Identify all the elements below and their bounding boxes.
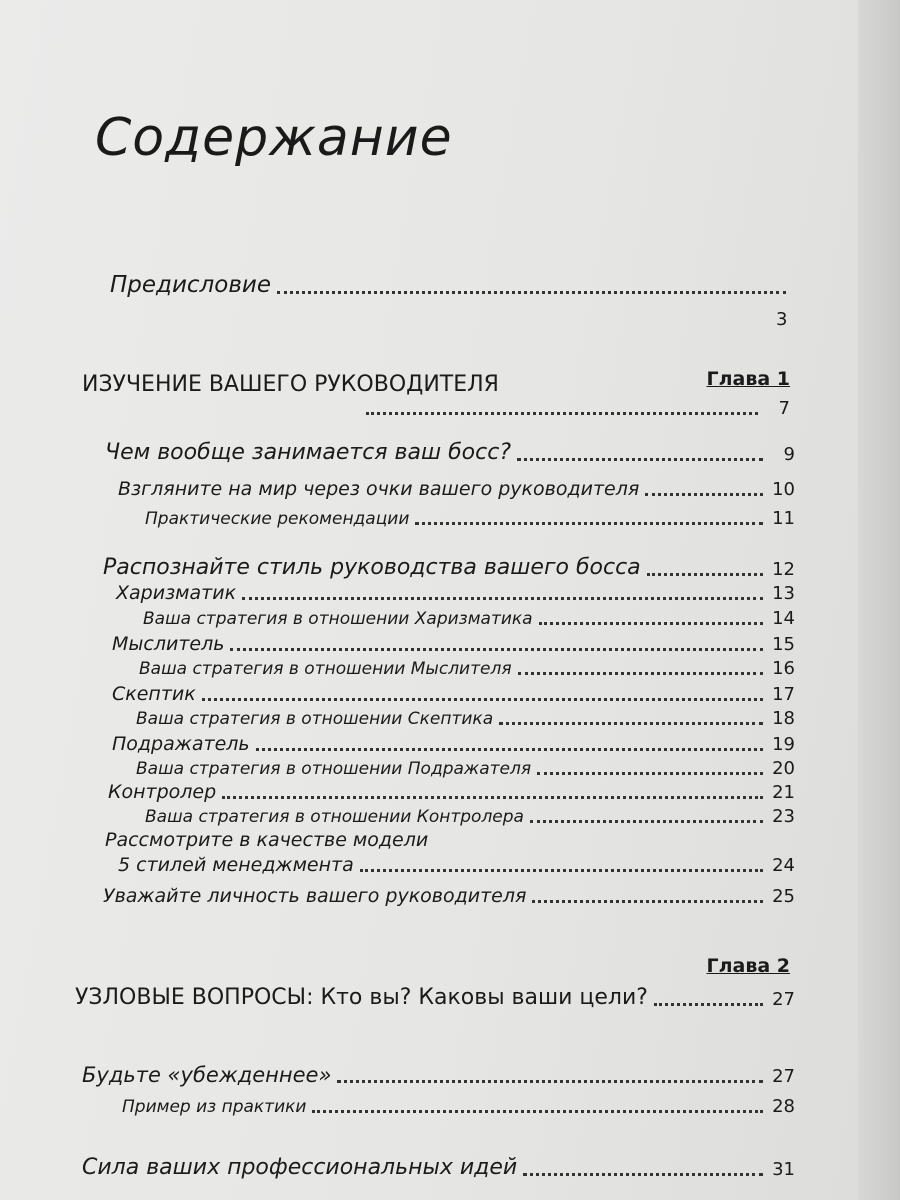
toc-entry <box>139 658 795 679</box>
toc-entry-title: Мыслитель <box>112 633 225 655</box>
toc-entry <box>112 683 795 705</box>
leader-dots <box>360 869 763 872</box>
toc-entry-title: Ваша стратегия в отношении Мыслителя <box>139 659 512 679</box>
chapter-label: Глава 2 <box>706 955 790 977</box>
toc-entry <box>118 478 795 500</box>
toc-entry <box>145 508 795 529</box>
leader-dots <box>202 698 763 701</box>
toc-entry-page: 20 <box>772 758 795 779</box>
toc-entry <box>143 608 795 629</box>
toc-entry-page: 11 <box>772 508 795 529</box>
toc-entry <box>108 781 795 803</box>
page-title: Содержание <box>95 108 453 168</box>
toc-entry-page: 31 <box>772 1159 795 1180</box>
toc-entry <box>82 1063 795 1087</box>
toc-entry-page: 9 <box>783 444 795 465</box>
toc-entry-title: Харизматик <box>116 582 237 604</box>
leader-dots <box>647 573 763 576</box>
toc-entry-page: 28 <box>772 1096 795 1117</box>
leader-dots <box>539 622 763 625</box>
toc-entry-title: Уважайте личность вашего руководителя <box>103 885 527 907</box>
leader-dots <box>415 522 763 525</box>
toc-entry-page: 3 <box>776 309 788 330</box>
leader-dots <box>654 1003 763 1006</box>
toc-entry <box>122 1096 795 1117</box>
toc-entry-title: Ваша стратегия в отношении Контролера <box>145 807 524 827</box>
toc-entry-page: 24 <box>772 855 795 876</box>
chapter-label: Глава 1 <box>706 368 790 390</box>
toc-entry-title: Распознайте стиль руководства вашего босса <box>103 555 641 580</box>
leader-dots <box>312 1110 763 1113</box>
toc-entry-title: Ваша стратегия в отношении Скептика <box>136 709 494 729</box>
leader-dots <box>256 748 763 751</box>
toc-entry-title: Предисловие <box>110 272 271 298</box>
toc-entry <box>75 985 795 1010</box>
leader-dots <box>230 648 763 651</box>
toc-entry-title: Пример из практики <box>122 1097 307 1117</box>
leader-dots <box>517 458 763 461</box>
toc-entry <box>360 398 790 419</box>
toc-entry-page: 16 <box>772 658 795 679</box>
toc-entry-page: 19 <box>772 734 795 755</box>
toc-entry-page: 13 <box>772 583 795 604</box>
toc-entry-title: Рассмотрите в качестве модели <box>105 829 429 851</box>
toc-entry-title: Взгляните на мир через очки вашего руководителя <box>118 478 640 500</box>
leader-dots <box>532 900 763 903</box>
toc-entry-page: 25 <box>772 886 795 907</box>
toc-entry-page: 17 <box>772 684 795 705</box>
toc-entry <box>136 758 795 779</box>
toc-entry-title: Скептик <box>112 683 196 705</box>
leader-dots <box>537 772 763 775</box>
toc-entry-page: 14 <box>772 608 795 629</box>
toc-entry-page: 27 <box>772 989 795 1010</box>
leader-dots <box>366 412 758 415</box>
toc-entry <box>105 440 795 465</box>
toc-entry-page: 12 <box>772 559 795 580</box>
leader-dots <box>530 820 763 823</box>
toc-entry-title: Ваша стратегия в отношении Подражателя <box>136 759 532 779</box>
toc-entry <box>136 708 795 729</box>
toc-entry-page: 7 <box>778 398 790 419</box>
leader-dots <box>645 493 763 496</box>
toc-entry-page: 23 <box>772 806 795 827</box>
leader-dots <box>242 597 763 600</box>
toc-entry <box>82 1155 795 1180</box>
leader-dots <box>222 796 763 799</box>
chapter-heading: УЗЛОВЫЕ ВОПРОСЫ: Кто вы? Каковы ваши цели? <box>75 985 648 1010</box>
toc-entry-page: 21 <box>772 782 795 803</box>
page-edge <box>858 0 900 1200</box>
toc-entry <box>112 733 795 755</box>
toc-entry-title: Практические рекомендации <box>145 509 410 529</box>
toc-entry-page: 15 <box>772 634 795 655</box>
leader-dots <box>518 672 763 675</box>
leader-dots <box>523 1173 763 1176</box>
toc-entry-page: 18 <box>772 708 795 729</box>
toc-entry-title: Сила ваших профессиональных идей <box>82 1155 518 1180</box>
toc-entry-page: 27 <box>772 1066 795 1087</box>
leader-dots <box>499 722 763 725</box>
leader-dots <box>337 1080 763 1083</box>
toc-entry <box>116 582 795 604</box>
toc-entry-title: 5 стилей менеджмента <box>118 854 354 876</box>
toc-entry-title: Будьте «убежденнее» <box>82 1063 332 1087</box>
toc-entry <box>145 806 795 827</box>
chapter-heading: ИЗУЧЕНИЕ ВАШЕГО РУКОВОДИТЕЛЯ <box>82 372 499 397</box>
toc-entry <box>103 885 795 907</box>
toc-entry <box>110 272 790 298</box>
toc-entry-title: Подражатель <box>112 733 250 755</box>
toc-entry-title: Контролер <box>108 781 217 803</box>
leader-dots <box>277 291 786 294</box>
toc-entry <box>118 854 795 876</box>
toc-entry <box>112 633 795 655</box>
toc-entry-title: Ваша стратегия в отношении Харизматика <box>143 609 533 629</box>
toc-entry-page: 10 <box>772 479 795 500</box>
toc-entry <box>103 555 795 580</box>
toc-entry-title: Чем вообще занимается ваш босс? <box>105 440 511 465</box>
